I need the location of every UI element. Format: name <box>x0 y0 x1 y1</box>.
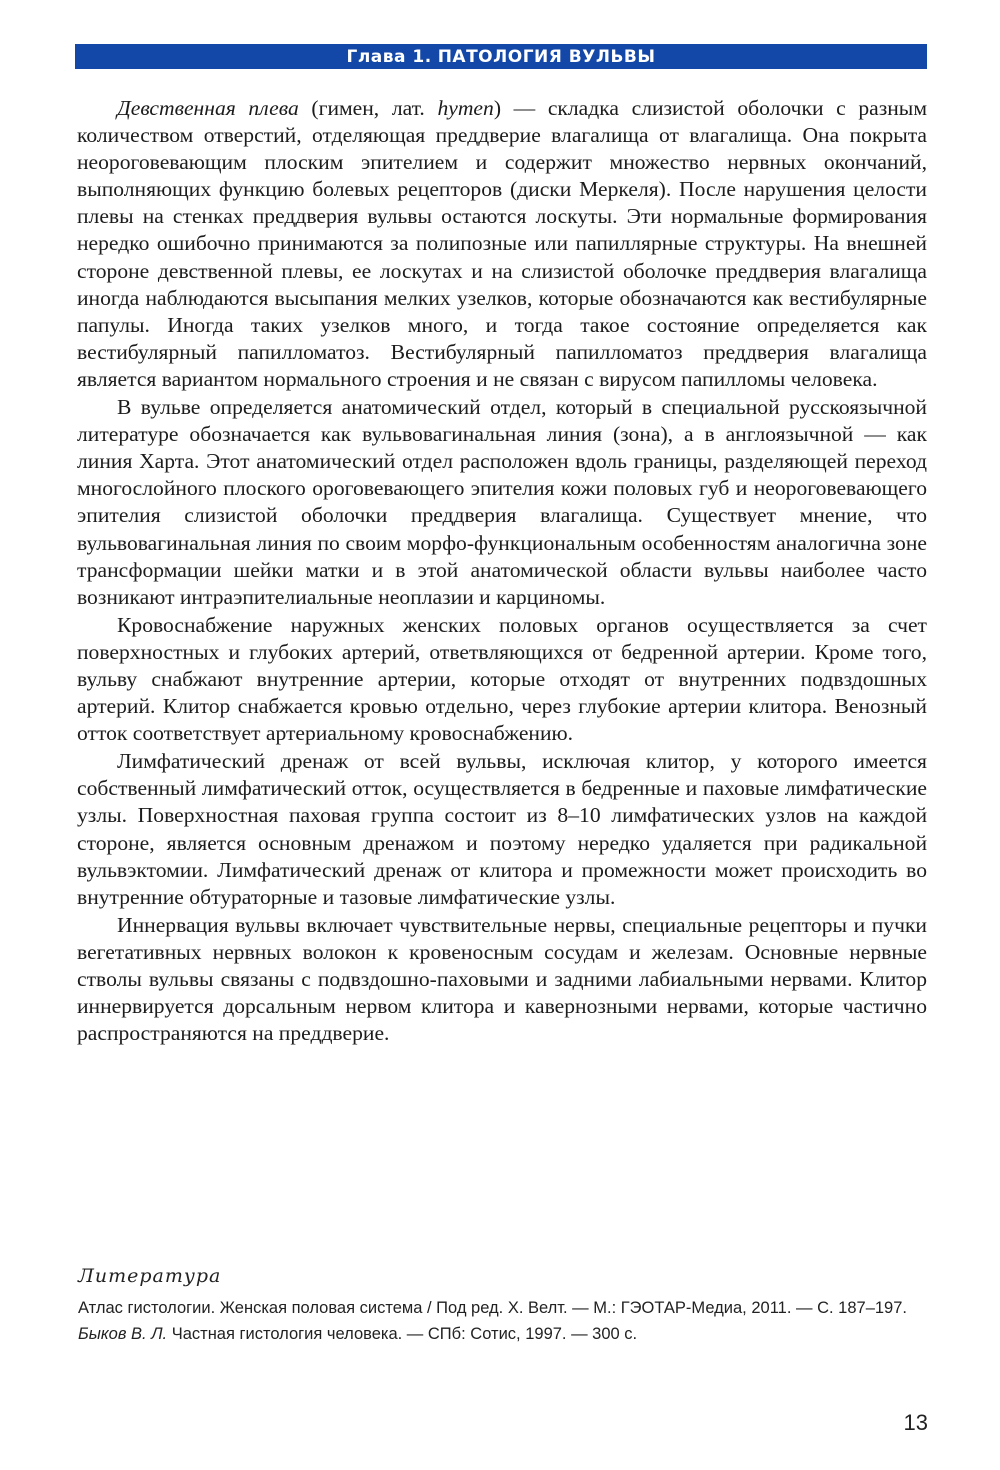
reference-item <box>78 1297 940 1319</box>
chapter-title: ПАТОЛОГИЯ ВУЛЬВЫ <box>437 46 656 67</box>
paragraph-lymphatic-drainage: Лимфатический дренаж от всей вульвы, исключая клитор, у которого имеется собственный лимфатический отток, осуществляется в бедренные и паховые лимфатические узлы. Поверхностная паховая группа состоит из 8–10 лимфатических узлов на каждой стороне, является основным дренажом и поэтому нередко удаляется при радикальной вульвэктомии. Лимфатический дренаж от клитора и промежности может происходить во внутренние обтураторные и тазовые лимфатические узлы. <box>77 749 927 909</box>
reference-author: Быков В. Л. <box>78 1325 168 1343</box>
body-text <box>77 95 927 1047</box>
page-number: 13 <box>903 1410 928 1435</box>
paragraph-blood-supply: Кровоснабжение наружных женских половых органов осуществляется за счет поверхностных и глубоких артерий, ответвляющихся от бедренной артерии. Кроме того, вульву снабжают внутренние артерии, которые отходят от внутренних подвздошных артерий. Клитор снабжается кровью отдельно, через глубокие артерии клитора. Венозный отток соответствует артериальному кровоснабжению. <box>77 612 927 746</box>
paragraph-hymen-text: ) — складка слизистой оболочки с разным количеством отверстий, отделяющая преддверие влагалища от влагалища. Она покрыта неороговевающим плоским эпителием и содержит множество нервных окончаний, выполняющих функцию болевых рецепторов (диски Меркеля). После нарушения целости плевы на стенках преддверия вульвы остаются лоскуты. Эти нормальные формирования нередко ошибочно принимаются за полипозные или папиллярные структуры. На внешней стороне девственной плевы, ее лоскутах и на слизистой оболочке преддверия влагалища иногда наблюдаются высыпания мелких узелков, которые обозначаются как вестибулярные папулы. Иногда таких узелков много, и тогда такое состояние определяется как вестибулярный папилломатоз. Вестибулярный папилломатоз преддверия влагалища является вариантом нормального строения и не связан с вирусом папилломы человека. <box>77 96 927 391</box>
chapter-header-bar <box>75 44 927 69</box>
paragraph-vulvovaginal-line: В вульве определяется анатомический отдел, который в специальной русскоязычной литературе обозначается как вульвовагинальная линия (зона), а в англоязычной — как линия Харта. Этот анатомический отдел расположен вдоль границы, разделяющей переход многослойного плоского ороговевающего эпителия кожи половых губ и неороговевающего эпителия слизистой оболочки преддверия влагалища. Существует мнение, что вульвовагинальная линия по своим морфо-функциональным особенностям аналогична зоне трансформации шейки матки и в этой анатомической области вульвы наиболее часто возникают интраэпителиальные неоплазии и карциномы. <box>77 395 927 609</box>
latin-term: hymen <box>437 96 494 120</box>
paragraph-hymen <box>77 95 927 393</box>
reference-list <box>78 1297 940 1349</box>
chapter-number: Глава 1. <box>346 46 432 67</box>
term-hymen: Девственная плева <box>117 96 299 120</box>
literature-heading: Литература <box>78 1265 222 1287</box>
paragraph-innervation: Иннервация вульвы включает чувствительные нервы, специальные рецепторы и пучки вегетативных нервных волокон к кровеносным сосудам и железам. Основные нервные стволы вульвы связаны с подвздошно-паховыми и задними лабиальными нервами. Клитор иннервируется дорсальным нервом клитора и кавернозными нервами, которые частично распространяются на преддверие. <box>77 912 927 1046</box>
reference-text: Атлас гистологии. Женская половая система / Под ред. Х. Велт. — М.: ГЭОТАР-Медиа, 2011. — С. 187–197. <box>78 1299 907 1317</box>
reference-item <box>78 1323 940 1345</box>
reference-text: Частная гистология человека. — СПб: Сотис, 1997. — 300 с. <box>167 1325 638 1343</box>
paragraph-hymen-lead: (гимен, лат. <box>298 96 438 120</box>
